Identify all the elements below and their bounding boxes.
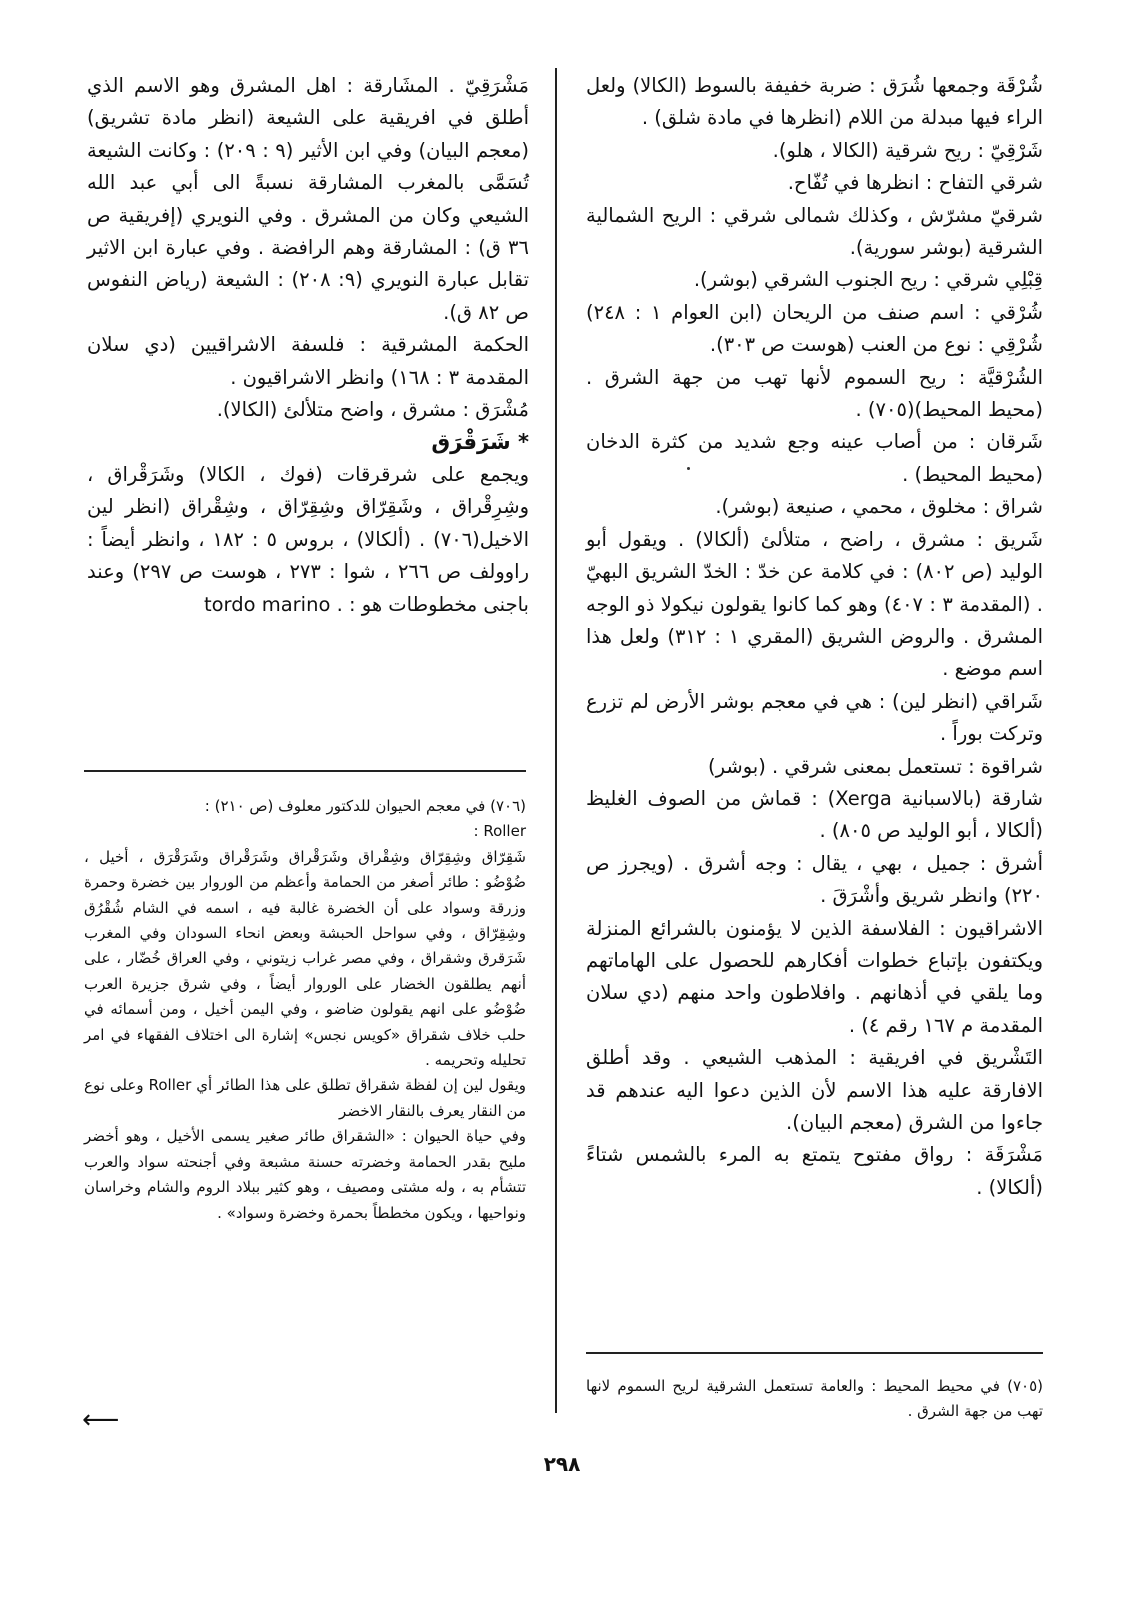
entry-sharaqraq-text: ويجمع على شرقرقات (فوك ، الكالا) وشَرَقْراق ، وشِرِقْراق ، وشَقِرّاق وشِقِرّاق ، وشِقْراق (انظر لين الاخيل(٧٠٦) . (ألكالا) ، بروس ٥ : ١٨٢ ، وانظر أيضاً : راوولف ص ٢٦٦ ، شوا : ٢٧٣ ، هوست ص ٢٩٧) وعند باجنى مخطوطات هو : <box>87 462 530 616</box>
footnote-705: (٧٠٥) في محيط المحيط : والعامة تستعمل الشرقية لريح السموم لانها تهب من جهة الشرق . <box>586 1377 1043 1421</box>
column-divider <box>555 68 557 1413</box>
entry-sharqi: شَرْقِيّ : ريح شرقية (الكالا ، هلو). <box>772 138 1043 162</box>
entry-sharqi-tuffah: شرقي التفاح : انظرها في تُفّاح. <box>787 171 1043 195</box>
entry-ashraq: أشرق : جميل ، بهي ، يقال : وجه أشرق . (ويجرز ص ٢٢٠) وانظر شريق وأشْرَقَ . <box>586 851 1043 908</box>
footnote-706-paragraph-3: وفي حياة الحيوان : «الشقراق طائر صغير يسمى الأخيل ، وهو أخضر مليح بقدر الحمامة وخضرته حسنة مشبعة وفي أجنحته سواد والعرب تتشأم به ، وله مشتى ومصيف ، وهو كثير ببلاد الروم والشام وخراسان ونواحيها ، ويكون مخططاً بحمرة وخضرة وسواد» . <box>84 1127 526 1222</box>
right-column <box>586 70 1043 1204</box>
footnote-706-intro: (٧٠٦) في معجم الحيوان للدكتور معلوف (ص ٢١٠) : <box>204 797 526 815</box>
entry-sharqiyya: الشُرْقيَّة : ريح السموم لأنها تهب من جهة الشرق . (محيط المحيط)(٧٠٥) . <box>586 365 1043 422</box>
entry-mashraqi: مَشْرَقِيّ . المشَارقة : اهل المشرق وهو الاسم الذي أطلق في افريقية على الشيعة (انظر مادة تشريق) (معجم البيان) وفي ابن الأثير (٩ : ٢٠٩) : وكانت الشيعة تُسَمَّى بالمغرب المشارقة نسبةً الى أبي عبد الله الشيعي وكان من المشرق . وفي النويري (إفريقية ص ٣٦ ق) : المشارقة وهم الرافضة . وفي عبارة ابن الاثير تقابل عبارة النويري (٩: ٢٠٨) : الشيعة (رياض النفوس ص ٨٢ ق). <box>87 74 529 324</box>
entry-qibli-sharqi: قِبْلِي شرقي : ريح الجنوب الشرقي (بوشر). <box>693 268 1043 292</box>
footnote-706-latin: : Roller <box>473 822 526 841</box>
footnote-706-paragraph-1: شَقِرّاق وشِقِرّاق وشِقْراق وشَرَقْراق وشَرَقْراق وشَرَقْرَق ، أخيل ، ضُوْضُو : طائر أصغر من الحمامة وأعظم من الوروار بين خضرة وحمرة وزرقة وسواد على أن الخضرة غالبة فيه ، اسمه في الشام شُقْرُق وشِقِرّاق ، وفي سواحل الحبشة وبعض انحاء السودان وفي المغرب شَرَقرق وشقراق ، وفي مصر غراب زيتوني ، وفي العراق خُضّار ، على أنهم يطلقون الخضار على الوروار أيضاً ، وفي شرق جزيرة العرب ضُوْضُو على انهم يقولون ضاضو ، وفي اليمن أخيل ، ومن أسمائه في حلب خلاف شقراق «كويس نجس» إشارة الى اختلاف الفقهاء في امر تحليله وتحريمه . <box>84 847 526 1070</box>
footnote-706-paragraph-2: ويقول لين إن لفظة شقراق تطلق على هذا الطائر أي Roller وعلى نوع من النقار يعرف بالنقار الاخضر <box>84 1076 526 1120</box>
footnote-706 <box>84 794 526 1226</box>
scan-speck <box>687 467 690 470</box>
entry-sharaqi: شَراقي (انظر لين) : هي في معجم بوشر الأرض لم تزرع وتركت بوراً . <box>586 689 1043 746</box>
entry-sharqan: شَرقان : من أصاب عينه وجع شديد من كثرة الدخان (محيط المحيط) . <box>586 430 1043 486</box>
entry-shurqi-rayhan: شُرْقي : اسم صنف من الريحان (ابن العوام ١ : ٢٤٨) شُرْقِي : نوع من العنب (هوست ص ٣٠٣). <box>586 300 1043 357</box>
page-number: ٢٩٨ <box>543 1452 581 1476</box>
entry-shariq: شَريق : مشرق ، راضح ، متلألئ (ألكالا) . ويقول أبو الوليد (ص ٨٠٢) : في كلامة عن خدّ : الخدّ الشريق البهيّ . (المقدمة ٣ : ٤٠٧) وهو كما كانوا يقولون نيكولا ذو الوجه المشرق . والروض الشريق (المقري ١ : ٣١٢) ولعل هذا اسم موضع . <box>586 527 1044 681</box>
headword-sharaqraq: * شَرَقْرَق <box>431 430 529 455</box>
entry-mushraq: مُشْرَق : مشرق ، واضح متلألئ (الكالا). <box>216 398 529 422</box>
entry-latin-term: tordo marino . <box>203 592 343 616</box>
entry-sharqi-musharrash: شرقيّ مشرّش ، وكذلك شمالى شرقي : الريح الشمالية الشرقية (بوشر سورية). <box>586 203 1043 260</box>
entry-shurqa: شُرْقَة وجمعها شُرَق : ضربة خفيفة بالسوط (الكالا) ولعل الراء فيها مبدلة من اللام (انظرها في مادة شلق) . <box>586 74 1043 130</box>
entry-sharaqwa: شراقوة : تستعمل بمعنى شرقي . (بوشر) <box>708 754 1043 778</box>
left-column <box>87 70 529 621</box>
footnote-rule-left <box>84 770 526 772</box>
entry-hikma-mashriqiyya: الحكمة المشرقية : فلسفة الاشراقيين (دي سلان المقدمة ٣ : ١٦٨) وانظر الاشراقيون . <box>87 333 529 389</box>
entry-sharaq: شراق : مخلوق ، محمي ، صنيعة (بوشر). <box>715 495 1043 519</box>
entry-mashraqa: مَشْرَقَة : رواق مفتوح يتمتع به المرء بالشمس شتاءً (ألكالا) . <box>586 1143 1043 1199</box>
footnote-rule-right <box>586 1352 1043 1354</box>
continue-arrow-icon: ⟵ <box>82 1405 120 1435</box>
entry-ishraqiyyun: الاشراقيون : الفلاسفة الذين لا يؤمنون بالشرائع المنزلة ويكتفون بإتباع خطوات أفكارهم للحصول على الهاماتهم وما يلقي في أذهانهم . وافلاطون واحد منهم (دي سلان المقدمة م ١٦٧ رقم ٤) . <box>586 916 1043 1037</box>
entry-sharaqraq-body <box>87 459 529 621</box>
entry-tashriq: التَشْريق في افريقية : المذهب الشيعي . وقد أطلق الافارقة عليه هذا الاسم لأن الذين دعوا اليه عندهم قد جاءوا من الشرق (معجم البيان). <box>586 1046 1043 1134</box>
entry-shariqa: شارقة (بالاسبانية Xerga) : قماش من الصوف الغليظ (ألكالا ، أبو الوليد ص ٨٠٥) . <box>586 786 1043 843</box>
